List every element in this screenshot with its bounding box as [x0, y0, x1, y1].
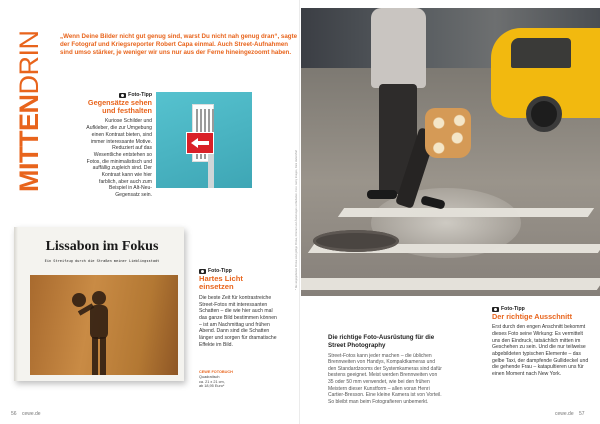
page-number: 56 [11, 411, 17, 417]
photo-credit: * Die angegebenen Preise sind gültige Preise, Irrtümer und Änderungen vorbehalten. Foto: Getty Images, Dani Hubert/laif [295, 150, 298, 290]
caption-title: Die richtige Foto-Ausrüstung für die Street Photography [328, 334, 435, 349]
tip-hard-light [199, 268, 279, 348]
intro-quote: „Wenn Deine Bilder nicht gut genug sind, warst Du nicht nah genug dran“, sagte der Fotograf und Kriegsreporter Robert Capa einmal. Auch Street-Aufnahmen sind umso stärker, je weniger wir uns nur aus der Ferne hineingezoomt haben. [60, 33, 298, 57]
site-name: cewe.de [555, 411, 574, 417]
arrow-left-icon [191, 138, 209, 148]
one-way-sign [186, 132, 214, 154]
caption-body: Street-Fotos kann jeder machen – die üblichen Brennweiten von Handys, Kompaktkameras und den Standardzooms der Systemkameras sind dafür bestens geeignet. Meist werden Brennweiten von 35 oder 50 mm verwendet, wie bei den frühen Meistern dieser Kunstform – allen voran Henri Cartier-Bresson. Eine kleine Kamera ist von Vorteil. So bleibt man beim Fotografieren unbemerkt. [328, 352, 442, 405]
camera-icon [119, 93, 126, 98]
camera-icon [199, 269, 206, 274]
camera-icon [492, 307, 499, 312]
book-title: Lissabon im Fokus [45, 239, 159, 254]
head-shadow [92, 291, 106, 305]
product-note: CEWE FOTOBUCH Quadratisch ca. 21 x 21 cm, ab 18,95 Euro* [199, 370, 233, 389]
tip-framing [492, 306, 592, 378]
street-photo [301, 8, 600, 296]
tip-title: Gegensätze sehen und festhalten [87, 98, 152, 116]
walking-woman [371, 8, 426, 88]
tip-title: Der richtige Ausschnitt [492, 312, 573, 321]
page-footer-left [11, 411, 41, 417]
equipment-caption [328, 334, 443, 405]
book-subtitle: Ein Streifzug durch die Straßen meiner Lieblingsstadt [44, 259, 160, 263]
photobook [14, 227, 184, 381]
tip-body: Die beste Zeit für kontrastreiche Street-Fotos mit interessanten Schatten – die wie hier auch mal das ganze Bild bestimmen können – ist am Nachmittag und frühen Abend. Dann sind die Schatten länger und sorgen für dramatische Effekte im Bild. [199, 294, 277, 348]
tip-title: Hartes Licht einsetzen [199, 274, 243, 292]
tip-body: Erst durch den engen Anschnitt bekommt dieses Foto seine Wirkung: Es vermittelt uns den Eindruck, tatsächlich mitten im Geschehen zu sein. Und die nur teilweise abgebildeten typischen Elemente – das gelbe Taxi, der dampfende Gullideckel und die gehende Frau – katapultieren uns für einen Moment nach New York. [492, 324, 589, 378]
tip-body: Kuriose Schilder und Aufkleber, die zur Umgebung einen Kontrast bieten, sind immer interessante Motive. Reduziert auf das Wesentliche entstehen so Fotos, die minimalistisch und auffällig zugleich sind. Der Kontrast kann wie hier farblich, aber auch zum Beispiel in Alt-Neu-Gegensatz sein. [86, 118, 152, 199]
handbag [425, 108, 471, 158]
site-name: cewe.de [21, 411, 41, 417]
section-title [11, 32, 51, 192]
page-footer-right [555, 411, 585, 417]
shadow-photo [30, 275, 178, 375]
sign-photo [156, 92, 252, 188]
manhole-cover [313, 230, 399, 252]
tip-label: Foto-Tipp [208, 268, 232, 274]
tip-contrast [86, 92, 152, 199]
section-title-thin: DRIN [14, 30, 44, 95]
ball-shadow [72, 293, 86, 307]
page-number: 57 [579, 411, 585, 417]
section-title-bold: MITTEN [14, 94, 44, 192]
body-shadow [90, 305, 108, 339]
tip-label: Foto-Tipp [501, 306, 525, 312]
tip-label: Foto-Tipp [128, 92, 152, 98]
